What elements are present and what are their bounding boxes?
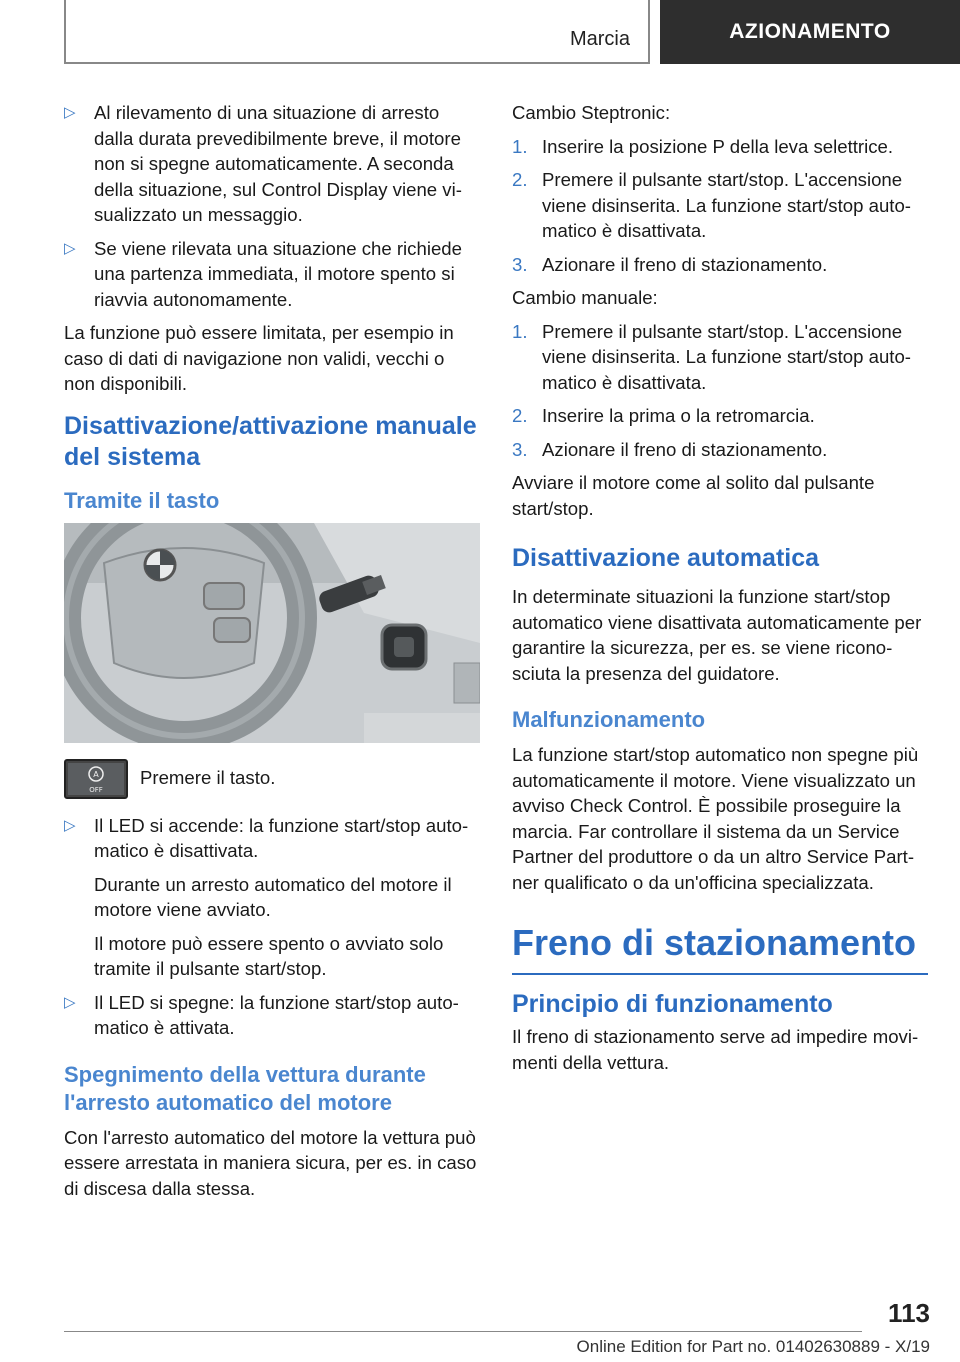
svg-text:OFF: OFF — [89, 785, 103, 794]
sub-paragraph: Il motore può essere spento o avviato solo tramite il pulsante start/stop. — [94, 932, 444, 979]
bullet-text: Il LED si accende: la funzione start/stop auto-matico è disattivata. — [94, 814, 469, 861]
header-section-title: Marcia — [569, 28, 630, 50]
step-text: Premere il pulsante start/stop. L'accensione viene disinserita. La funzione start/stop auto-matico è disattivata. — [542, 169, 911, 241]
steering-wheel-photo — [64, 523, 480, 743]
heading-malfunction: Malfunzionamento — [512, 707, 706, 732]
bullet-item — [64, 990, 480, 1041]
triangle-bullet-icon: ▷ — [64, 816, 76, 834]
step-number: 3. — [512, 438, 528, 460]
step-text: Azionare il freno di stazionamento. — [542, 253, 828, 275]
numbered-step — [512, 437, 928, 463]
bullet-item — [64, 813, 480, 864]
footer-edition: Online Edition for Part no. 01402630889 - X/19 — [576, 1337, 930, 1356]
numbered-step — [512, 167, 928, 244]
header-left-rule — [64, 0, 66, 64]
heading-parking-brake: Freno di stazionamento — [512, 921, 928, 975]
step-number: 2. — [512, 405, 528, 426]
left-column — [64, 100, 480, 1209]
heading-shutdown-during-stop: Spegnimento della vettura durante l'arresto automatico del motore — [64, 1061, 426, 1115]
numbered-step — [512, 403, 928, 429]
triangle-bullet-icon: ▷ — [64, 993, 76, 1011]
triangle-bullet-icon: ▷ — [64, 239, 76, 257]
sub-paragraph: Durante un arresto automatico del motore il motore viene avviato. — [94, 873, 452, 920]
footer-rule — [64, 1331, 862, 1332]
triangle-bullet-icon: ▷ — [64, 104, 76, 121]
numbered-step — [512, 252, 928, 278]
step-text: Azionare il freno di stazionamento. — [542, 438, 828, 460]
step-text: Premere il pulsante start/stop. L'accensione viene disinserita. La funzione start/stop auto-matico è disattivata. — [542, 320, 911, 393]
step-number: 3. — [512, 253, 528, 275]
step-number: 1. — [512, 320, 528, 342]
numbered-step — [512, 134, 928, 160]
bullet-text: Al rilevamento di una situazione di arresto dalla durata prevedibilmente breve, il motore non si spegne automaticamente. A seconda della situazione, sul Control Display viene vi-sualizzato un messaggio. — [94, 102, 462, 225]
manual-label: Cambio manuale: — [512, 287, 658, 308]
shutdown-paragraph: Con l'arresto automatico del motore la vettura può essere arrestata in maniera sicura, per es. in caso di discesa dalla stessa. — [64, 1126, 477, 1199]
svg-text:A: A — [93, 769, 99, 779]
steptronic-label: Cambio Steptronic: — [512, 102, 671, 123]
page-number: 113 — [888, 1298, 930, 1328]
principle-paragraph: Il freno di stazionamento serve ad impedire movi-menti della vettura. — [512, 1026, 919, 1073]
button-caption: Premere il tasto. — [140, 766, 276, 788]
header-bottom-rule — [64, 62, 650, 64]
auto-off-paragraph: In determinate situazioni la funzione start/stop automatico viene disattivata automaticamente per garantire la sicurezza, per es. se viene ricono-sciuta la presenza del guidatore. — [512, 586, 922, 684]
heading-operating-principle: Principio di funzionamento — [512, 990, 833, 1018]
right-column — [512, 100, 928, 1083]
heading-auto-deactivation: Disattivazione automatica — [512, 544, 820, 572]
button-instruction — [64, 759, 480, 799]
step-text: Inserire la prima o la retromarcia. — [542, 405, 815, 426]
step-text: Inserire la posizione P della leva selettrice. — [542, 135, 894, 157]
numbered-step — [512, 319, 928, 396]
heading-via-button: Tramite il tasto — [64, 487, 220, 513]
step-number: 2. — [512, 169, 528, 190]
heading-manual-deactivation: Disattivazione/attivazione manuale del sistema — [64, 411, 477, 471]
bullet-item — [64, 236, 480, 313]
auto-start-stop-off-button-icon — [64, 759, 128, 799]
step-number: 1. — [512, 135, 528, 157]
header-chapter-tab: AZIONAMENTO — [660, 0, 960, 64]
bullet-text: Il LED si spegne: la funzione start/stop auto-matico è attivata. — [94, 991, 459, 1038]
bullet-item — [64, 100, 480, 228]
header-separator — [648, 0, 650, 64]
bullet-text: Se viene rilevata una situazione che richiede una partenza immediata, il motore spento si riavvia autonomamente. — [94, 237, 462, 310]
malfunction-paragraph: La funzione start/stop automatico non spegne più automaticamente il motore. Viene visualizzato un avviso Check Control. È possibile proseguire la marcia. Far controllare il sistema da un Service Partner del produttore o da un altro Service Part-ner qualificato o da un'officina specializzata. — [512, 744, 919, 893]
limit-paragraph: La funzione può essere limitata, per esempio in caso di dati di navigazione non validi, vecchi o non disponibili. — [64, 322, 454, 394]
restart-paragraph: Avviare il motore come al solito dal pulsante start/stop. — [512, 472, 875, 519]
